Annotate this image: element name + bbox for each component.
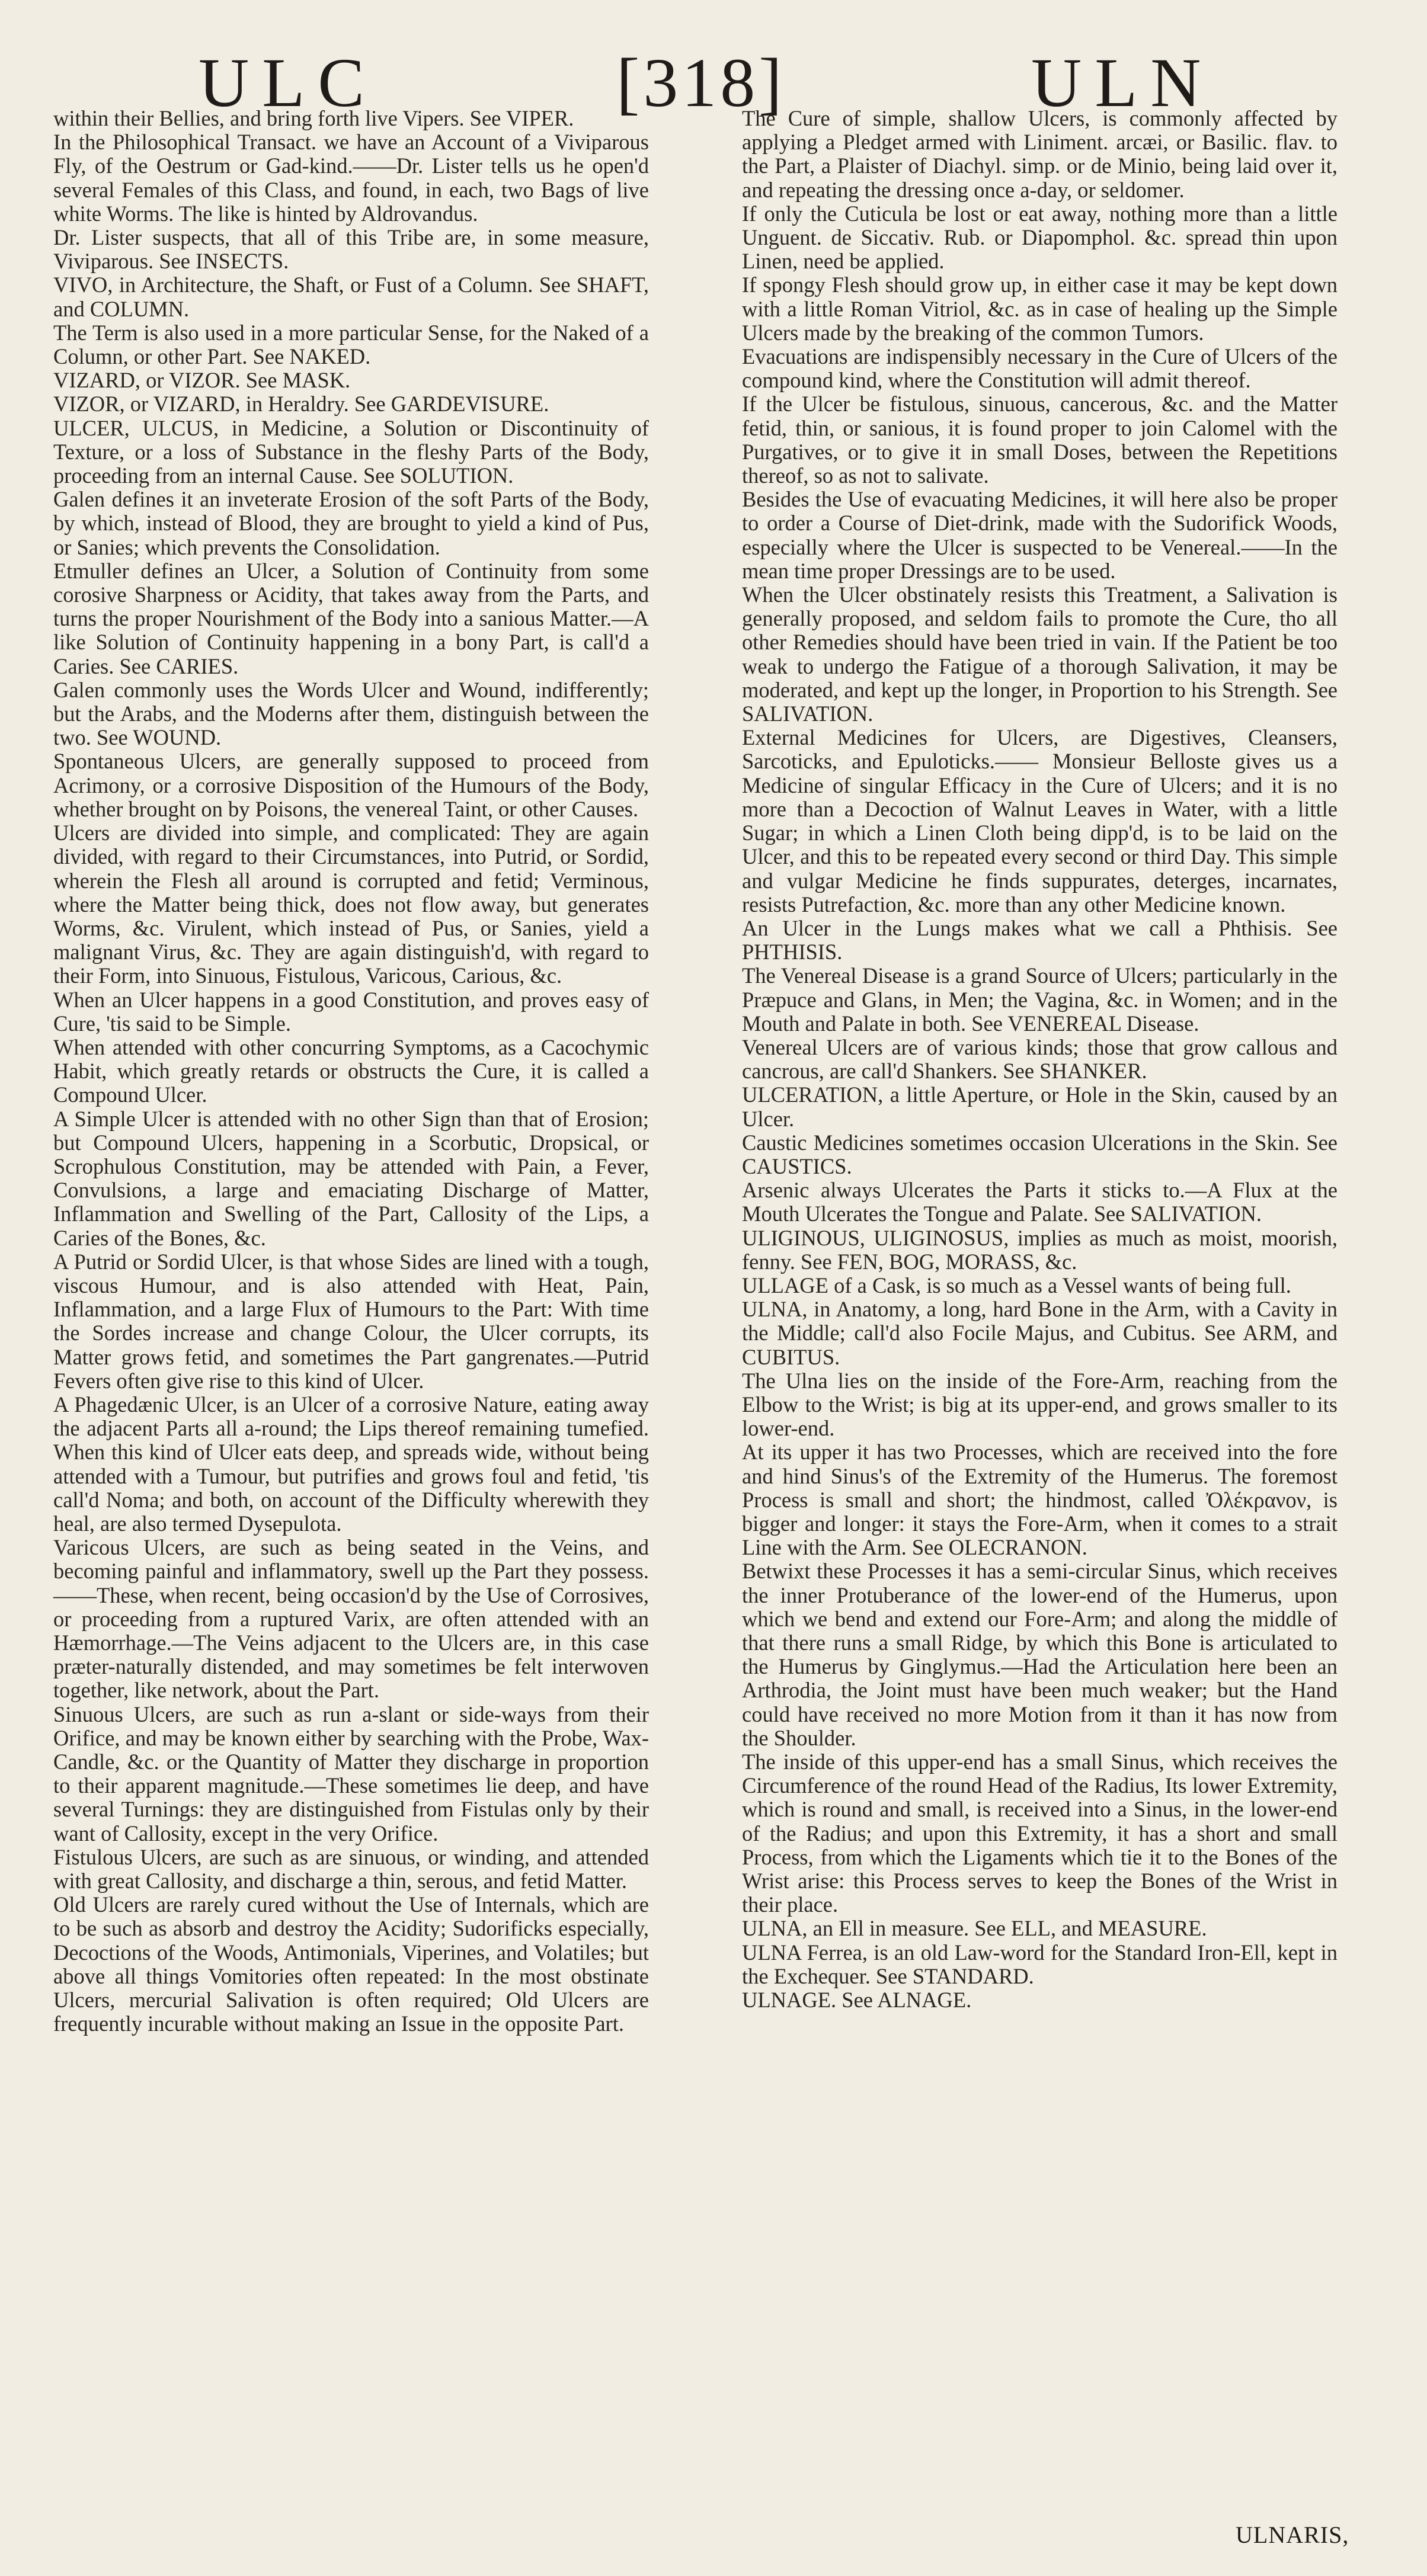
entry-paragraph: When attended with other concurring Symptoms, as a Cacochymic Habit, which greatly retards or obstructs the Cure, it is called a Compound Ulcer.: [53, 1034, 649, 1107]
entry-paragraph: Betwixt these Processes it has a semi-circular Sinus, which receives the inner Protuberance of the lower-end of the Humerus, upon which we bend and extend our Fore-Arm; and along the middle of that there runs a small Ridge, by which this Bone is articulated to the Humerus by Ginglymus.—Had the Articulation here been an Arthrodia, the Joint must have been much weaker; but the Hand could have received no more Motion from it than it has now from the Shoulder.: [742, 1559, 1338, 1750]
entry-paragraph: ULNA, in Anatomy, a long, hard Bone in the Arm, with a Cavity in the Middle; call'd also Focile Majus, and Cubitus. See ARM, and CUBITUS.: [742, 1297, 1338, 1369]
entry-paragraph: VIZARD, or VIZOR. See MASK.: [53, 368, 351, 393]
entry-paragraph: Galen defines it an inveterate Erosion of the soft Parts of the Body, by which, instead of Blood, they are brought to yield a kind of Pus, or Sanies; which prevents the Consolidation.: [53, 487, 649, 559]
entry-paragraph: ULIGINOUS, ULIGINOSUS, implies as much as moist, moorish, fenny. See FEN, BOG, MORASS, &c.: [742, 1225, 1338, 1274]
entry-paragraph: Sinuous Ulcers, are such as run a-slant or side-ways from their Orifice, and may be known either by searching with the Probe, Wax-Candle, &c. or the Quantity of Matter they discharge in proportion to their apparent magnitude.—These sometimes lie deep, and have several Turnings: they are distinguished from Fistulas only by their want of Callosity, except in the very Orifice.: [53, 1702, 649, 1846]
entry-paragraph: Venereal Ulcers are of various kinds; those that grow callous and cancrous, are call'd Shankers. See SHANKER.: [742, 1034, 1338, 1084]
header-right-guide: ULN: [1031, 44, 1214, 121]
entry-paragraph: External Medicines for Ulcers, are Digestives, Cleansers, Sarcoticks, and Epuloticks.—— Monsieur Belloste gives us a Medicine of singular Efficacy in the Cure of Ulcers; and it is no more than a Decoction of Walnut Leaves in Water, with a little Sugar; in which a Linen Cloth being dipp'd, is to be laid on the Ulcer, and this to be repeated every second or third Day. This simple and vulgar Medicine he finds suppurates, deterges, incarnates, resists Putrefaction, &c. more than any other Medicine known.: [742, 725, 1338, 917]
entry-paragraph: ULNA Ferrea, is an old Law-word for the Standard Iron-Ell, kept in the Exchequer. See STANDARD.: [742, 1940, 1338, 1988]
entry-paragraph: The inside of this upper-end has a small Sinus, which receives the Circumference of the round Head of the Radius, Its lower Extremity, which is round and small, is received into a Sinus, in the lower-end of the Radius; and upon this Extremity, it has a short and small Process, from which the Ligaments which tie it to the Bones of the Wrist arise: this Process serves to keep the Bones of the Wrist in their place.: [742, 1750, 1338, 1917]
entry-paragraph: Etmuller defines an Ulcer, a Solution of Continuity from some corosive Sharpness or Acidity, that takes away from the Parts, and turns the proper Nourishment of the Body into a sanious Matter.—A like Solution of Continuity happening in a bony Part, is call'd a Caries. See CARIES.: [53, 558, 649, 678]
entry-paragraph: If only the Cuticula be lost or eat away, nothing more than a little Unguent. de Siccativ. Rub. or Diapomphol. &c. spread thin upon Linen, need be applied.: [742, 201, 1338, 274]
entry-paragraph: At its upper it has two Processes, which are received into the fore and hind Sinus's of the Extremity of the Humerus. The foremost Process is small and short; the hindmost, called Ὀλέκρανον, is bigger and longer: it stays the Fore-Arm, when it comes to a strait Line with the Arm. See OLECRANON.: [742, 1440, 1338, 1560]
entry-paragraph: The Venereal Disease is a grand Source of Ulcers; particularly in the Præpuce and Glans, in Men; the Vagina, &c. in Women; and in the Mouth and Palate in both. See VENEREAL Disease.: [742, 963, 1338, 1036]
entry-paragraph: The Ulna lies on the inside of the Fore-Arm, reaching from the Elbow to the Wrist; is big at its upper-end, and grows smaller to its lower-end.: [742, 1368, 1338, 1441]
entry-paragraph: A Phagedænic Ulcer, is an Ulcer of a corrosive Nature, eating away the adjacent Parts all a-round; the Lips thereof remaining tumefied. When this kind of Ulcer eats deep, and spreads wide, without being attended with a Tumour, but putrifies and grows foul and fetid, 'tis call'd Noma; and both, on account of the Difficulty wherewith they heal, are also termed Dysepulota.: [53, 1392, 649, 1536]
entry-paragraph: The Term is also used in a more particular Sense, for the Naked of a Column, or other Part. See NAKED.: [53, 320, 649, 369]
entry-paragraph: Old Ulcers are rarely cured without the Use of Internals, which are to be such as absorb and destroy the Acidity; Sudorificks especially, Decoctions of the Woods, Antimonials, Viperines, and Volatiles; but above all things Vomitories often repeated: In the most obstinate Ulcers, mercurial Salivation is often required; Old Ulcers are frequently incurable without making an Issue in the opposite Part.: [53, 1892, 649, 2036]
entry-paragraph: ULLAGE of a Cask, is so much as a Vessel wants of being full.: [742, 1273, 1291, 1297]
entry-paragraph: Arsenic always Ulcerates the Parts it sticks to.—A Flux at the Mouth Ulcerates the Tongue and Palate. See SALIVATION.: [742, 1178, 1338, 1226]
entry-paragraph: A Putrid or Sordid Ulcer, is that whose Sides are lined with a tough, viscous Humour, and is also attended with Heat, Pain, Inflammation, and a large Flux of Humours to the Part: With time the Sordes increase and change Colour, the Ulcer corrupts, its Matter grows fetid, and sometimes the Part gangrenates.—Putrid Fevers often give rise to this kind of Ulcer.: [53, 1249, 649, 1393]
entry-paragraph: ULCER, ULCUS, in Medicine, a Solution or Discontinuity of Texture, or a loss of Substance in the fleshy Parts of the Body, proceeding from an internal Cause. See SOLUTION.: [53, 415, 649, 488]
entry-paragraph: In the Philosophical Transact. we have an Account of a Viviparous Fly, of the Oestrum or Gad-kind.——Dr. Lister tells us he open'd several Females of this Class, and found, in each, two Bags of live white Worms. The like is hinted by Aldrovandus.: [53, 130, 649, 226]
entry-paragraph: Spontaneous Ulcers, are generally supposed to proceed from Acrimony, or a corrosive Disposition of the Humours of the Body, whether brought on by Poisons, the venereal Taint, or other Causes.: [53, 749, 649, 821]
entry-paragraph: The Cure of simple, shallow Ulcers, is commonly affected by applying a Pledget armed with Liniment. arcæi, or Basilic. flav. to the Part, a Plaister of Diachyl. simp. or de Minio, being laid over it, and repeating the dressing once a-day, or seldomer.: [742, 106, 1338, 202]
entry-paragraph: Varicous Ulcers, are such as being seated in the Veins, and becoming painful and inflammatory, swell up the Part they possess.——These, when recent, being occasion'd by the Use of Corrosives, or proceeding from a ruptured Varix, are often attended with an Hæmorrhage.—The Veins adjacent to the Ulcers are, in this case præter-naturally distended, and may sometimes be felt interwoven together, like network, about the Part.: [53, 1535, 649, 1703]
entry-paragraph: When an Ulcer happens in a good Constitution, and proves easy of Cure, 'tis said to be Simple.: [53, 987, 649, 1036]
left-column: [53, 107, 649, 2036]
entry-paragraph: within their Bellies, and bring forth live Vipers. See VIPER.: [53, 106, 574, 130]
entry-paragraph: VIZOR, or VIZARD, in Heraldry. See GARDEVISURE.: [53, 392, 549, 416]
entry-paragraph: ULCERATION, a little Aperture, or Hole in the Skin, caused by an Ulcer.: [742, 1082, 1338, 1131]
entry-paragraph: ULNA, an Ell in measure. See ELL, and MEASURE.: [742, 1916, 1207, 1941]
right-column: [742, 107, 1338, 2012]
entry-paragraph: An Ulcer in the Lungs makes what we call a Phthisis. See PHTHISIS.: [742, 915, 1338, 965]
entry-paragraph: Galen commonly uses the Words Ulcer and Wound, indifferently; but the Arabs, and the Moderns after them, distinguish between the two. See WOUND.: [53, 677, 649, 750]
entry-paragraph: Besides the Use of evacuating Medicines, it will here also be proper to order a Course of Diet-drink, made with the Sudorifick Woods, especially where the Ulcer is suspected to be Venereal.——In the mean time proper Dressings are to be used.: [742, 487, 1338, 583]
entry-paragraph: If spongy Flesh should grow up, in either case it may be kept down with a little Roman Vitriol, &c. as in case of healing up the Simple Ulcers made by the breaking of the common Tumors.: [742, 273, 1338, 345]
page-number: [318]: [616, 44, 786, 121]
header-left-guide: ULC: [199, 44, 377, 121]
entry-paragraph: Evacuations are indispensibly necessary in the Cure of Ulcers of the compound kind, where the Constitution will admit thereof.: [742, 344, 1338, 393]
entry-paragraph: Fistulous Ulcers, are such as are sinuous, or winding, and attended with great Callosity, and discharge a thin, serous, and fetid Matter.: [53, 1844, 649, 1893]
entry-paragraph: Ulcers are divided into simple, and complicated: They are again divided, with regard to their Circumstances, into Putrid, or Sordid, wherein the Flesh all around is corrupted and fetid; Verminous, where the Matter being thick, does not flow away, but generates Worms, &c. Virulent, which instead of Pus, or Sanies, yield a malignant Virus, &c. They are again distinguish'd, with regard to their Form, into Sinuous, Fistulous, Varicous, Carious, &c.: [53, 821, 649, 988]
entry-paragraph: ULNAGE. See ALNAGE.: [742, 1988, 972, 2013]
entry-paragraph: If the Ulcer be fistulous, sinuous, cancerous, &c. and the Matter fetid, thin, or sanious, it is found proper to join Calomel with the Purgatives, or to give it in small Doses, between the Repetitions thereof, so as not to salivate.: [742, 392, 1338, 488]
entry-paragraph: A Simple Ulcer is attended with no other Sign than that of Erosion; but Compound Ulcers, happening in a Scorbutic, Dropsical, or Scrophulous Constitution, may be attended with Pain, a Fever, Convulsions, a large and emaciating Discharge of Matter, Inflammation and Swelling of the Part, Callosity of the Lips, a Caries of the Bones, &c.: [53, 1106, 649, 1250]
entry-paragraph: Caustic Medicines sometimes occasion Ulcerations in the Skin. See CAUSTICS.: [742, 1130, 1338, 1178]
entry-paragraph: VIVO, in Architecture, the Shaft, or Fust of a Column. See SHAFT, and COLUMN.: [53, 273, 649, 321]
catchword: ULNARIS,: [1236, 2521, 1349, 2548]
entry-paragraph: Dr. Lister suspects, that all of this Tribe are, in some measure, Viviparous. See INSECTS.: [53, 225, 649, 274]
entry-paragraph: When the Ulcer obstinately resists this Treatment, a Salivation is generally proposed, and seldom fails to promote the Cure, tho all other Remedies should have been tried in vain. If the Patient be too weak to undergo the Fatigue of a thorough Salivation, it may be moderated, and kept up the longer, in Proportion to his Strength. See SALIVATION.: [742, 582, 1338, 726]
